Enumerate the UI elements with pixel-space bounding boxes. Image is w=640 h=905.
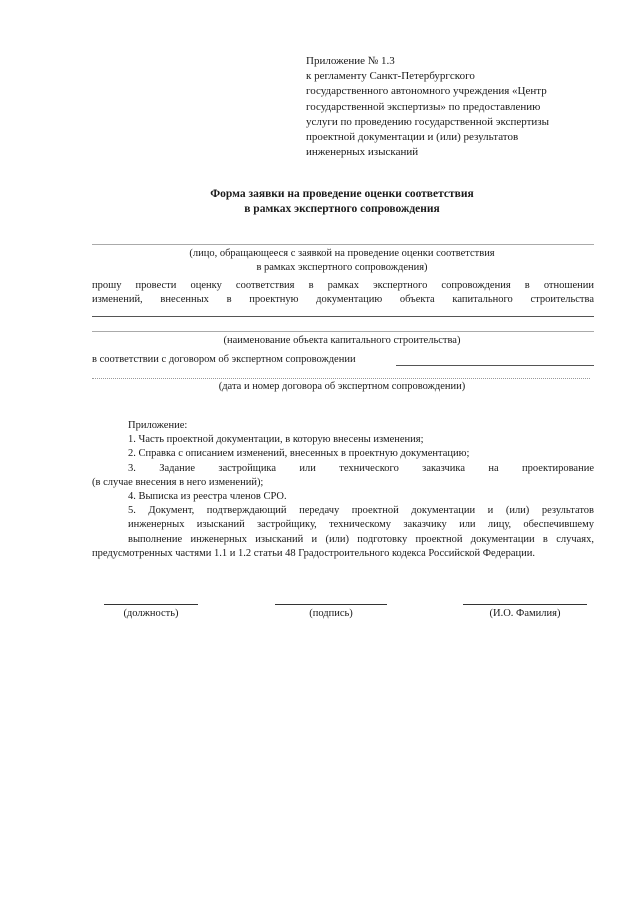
attachment-item-5-line4: предусмотренных частями 1.1 и 1.2 статьи 48 Градостроительного кодекса Российской Федерации. — [92, 547, 535, 559]
appendix-line: проектной документации и (или) результатов — [306, 131, 519, 144]
object-field-line-1[interactable] — [92, 316, 594, 317]
attachment-item-4: 4. Выписка из реестра членов СРО. — [128, 491, 287, 503]
attachment-item-2: 2. Справка с описанием изменений, внесенных в проектную документацию; — [128, 448, 470, 460]
attachment-item-3-line1: 3. Задание застройщика или технического заказчика на проектирование — [128, 462, 594, 474]
attachment-item-5-line2: инженерных изысканий застройщику, техническому заказчику или лицу, обеспечившему — [128, 519, 594, 531]
fullname-caption: (И.О. Фамилия) — [489, 608, 561, 619]
attachment-item-3-line2: (в случае внесения в него изменений); — [92, 476, 264, 488]
object-caption: (наименование объекта капитального строительства) — [223, 335, 461, 346]
attachment-item-5-line1: 5. Документ, подтверждающий передачу проектной документации и (или) результатов — [128, 505, 594, 517]
position-field-line[interactable] — [104, 604, 198, 605]
form-title-line2: в рамках экспертного сопровождения — [244, 203, 440, 215]
applicant-caption — [90, 247, 594, 275]
contract-text: в соответствии с договором об экспертном сопровождении — [92, 354, 356, 365]
contract-field-line[interactable] — [396, 365, 594, 366]
appendix-line: инженерных изысканий — [306, 146, 419, 159]
appendix-line: услуги по проведению государственной экспертизы — [306, 115, 550, 128]
appendix-header — [306, 54, 606, 160]
attachments-list — [92, 419, 594, 561]
applicant-caption-line2: в рамках экспертного сопровождения) — [256, 262, 428, 273]
request-text — [92, 279, 594, 307]
appendix-line: государственного автономного учреждения «Центр — [306, 85, 547, 98]
request-line1: прошу провести оценку соответствия в рамках экспертного сопровождения в отношении — [92, 280, 594, 291]
object-field-line-2[interactable] — [92, 331, 594, 332]
signature-field-line[interactable] — [275, 604, 387, 605]
request-line2: изменений, внесенных в проектную документацию объекта капитального строительства — [92, 294, 594, 305]
position-caption: (должность) — [123, 608, 179, 619]
appendix-line: к регламенту Санкт-Петербургского — [306, 70, 475, 83]
contract-field-line-2[interactable] — [92, 378, 590, 379]
appendix-number: Приложение № 1.3 — [306, 55, 395, 67]
contract-caption: (дата и номер договора об экспертном сопровождении) — [218, 381, 466, 392]
appendix-line: государственной экспертизы» по предоставлению — [306, 100, 541, 113]
form-title-line1: Форма заявки на проведение оценки соответствия — [210, 188, 474, 200]
applicant-caption-line1: (лицо, обращающееся с заявкой на проведение оценки соответствия — [189, 248, 495, 259]
signature-caption: (подпись) — [309, 608, 353, 619]
attachment-item-1: 1. Часть проектной документации, в которую внесены изменения; — [128, 434, 424, 446]
applicant-field-line[interactable] — [92, 244, 594, 245]
attachment-item-5-line3: выполнение инженерных изысканий и (или) подготовку проектной документации в случаях, — [128, 533, 594, 545]
form-title — [90, 187, 594, 217]
fullname-field-line[interactable] — [463, 604, 587, 605]
attachments-heading: Приложение: — [128, 420, 188, 431]
